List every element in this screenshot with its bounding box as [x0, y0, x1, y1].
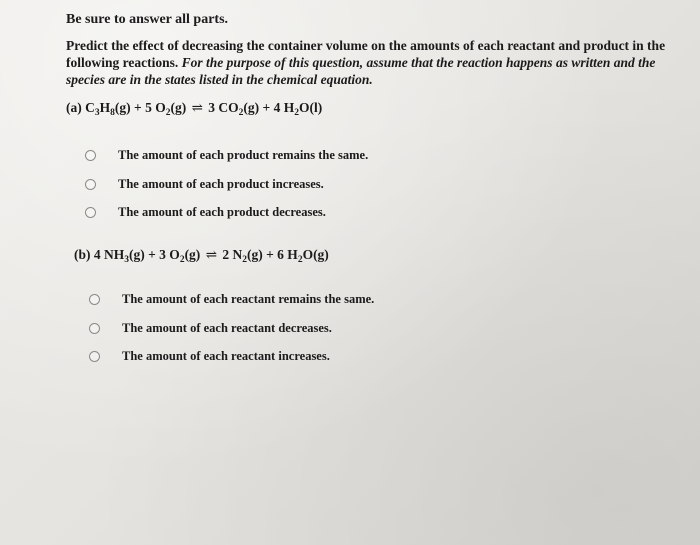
question-prompt	[66, 37, 676, 88]
part-b-label: (b)	[74, 247, 91, 262]
eq-b-term: 4 NH	[93, 247, 125, 262]
eq-a-term: (g) + 5 O	[114, 100, 166, 115]
eq-b-term: (g) + 6 H	[247, 247, 298, 262]
eq-a-subscript: 8	[110, 108, 115, 118]
prompt-italic-text: For the purpose of this question, assume that the reaction happens as written and the species are in the states listed in the chemical equation.	[66, 55, 656, 87]
instruction-text: Be sure to answer all parts.	[66, 12, 229, 27]
eq-a-term: C	[85, 100, 95, 115]
part-a-label: (a)	[66, 100, 82, 115]
prompt-main-text: Predict the effect of decreasing the container volume on the amounts of each reactant and product in the following reactions.	[66, 38, 666, 70]
option-label: The amount of each reactant remains the same.	[122, 292, 375, 306]
equilibrium-arrow-icon: ⇌	[205, 247, 217, 262]
equilibrium-arrow-icon: ⇌	[191, 100, 203, 115]
part-b-option-2[interactable]	[89, 321, 332, 336]
option-label: The amount of each product decreases.	[118, 205, 326, 219]
radio-button[interactable]	[89, 294, 100, 305]
option-label: The amount of each product increases.	[118, 177, 324, 191]
option-label: The amount of each reactant increases.	[122, 349, 330, 363]
eq-a-subscript: 3	[94, 108, 100, 118]
part-a-option-3[interactable]	[85, 205, 326, 220]
radio-button[interactable]	[89, 351, 100, 362]
eq-b-subscript: 2	[179, 255, 185, 265]
part-a-option-2[interactable]	[85, 177, 324, 192]
radio-button[interactable]	[89, 323, 100, 334]
option-label: The amount of each reactant decreases.	[122, 321, 332, 335]
eq-a-term: (g) + 4 H	[243, 100, 295, 115]
equation-part-a	[66, 100, 322, 116]
eq-a-term: (g)	[170, 100, 187, 115]
eq-a-term: O(l)	[298, 100, 323, 115]
eq-b-term: (g)	[184, 247, 201, 262]
eq-a-subscript: 2	[165, 108, 171, 118]
part-b-option-1[interactable]	[89, 292, 374, 307]
part-a-option-1[interactable]	[85, 148, 368, 163]
eq-b-term: (g) + 3 O	[129, 247, 180, 262]
eq-a-subscript: 2	[238, 108, 244, 118]
radio-button[interactable]	[85, 179, 96, 190]
eq-a-term: H	[99, 100, 111, 115]
eq-a-subscript: 2	[294, 108, 299, 118]
eq-b-subscript: 2	[242, 255, 247, 265]
radio-button[interactable]	[85, 150, 96, 161]
eq-b-term: O(g)	[302, 247, 329, 262]
eq-a-term: 3 CO	[208, 100, 239, 115]
eq-b-term: 2 N	[222, 247, 243, 262]
equation-part-b	[74, 247, 329, 263]
eq-b-subscript: 3	[124, 255, 129, 265]
option-label: The amount of each product remains the same.	[118, 148, 369, 162]
radio-button[interactable]	[85, 207, 96, 218]
eq-b-subscript: 2	[297, 255, 303, 265]
part-b-option-3[interactable]	[89, 349, 330, 364]
